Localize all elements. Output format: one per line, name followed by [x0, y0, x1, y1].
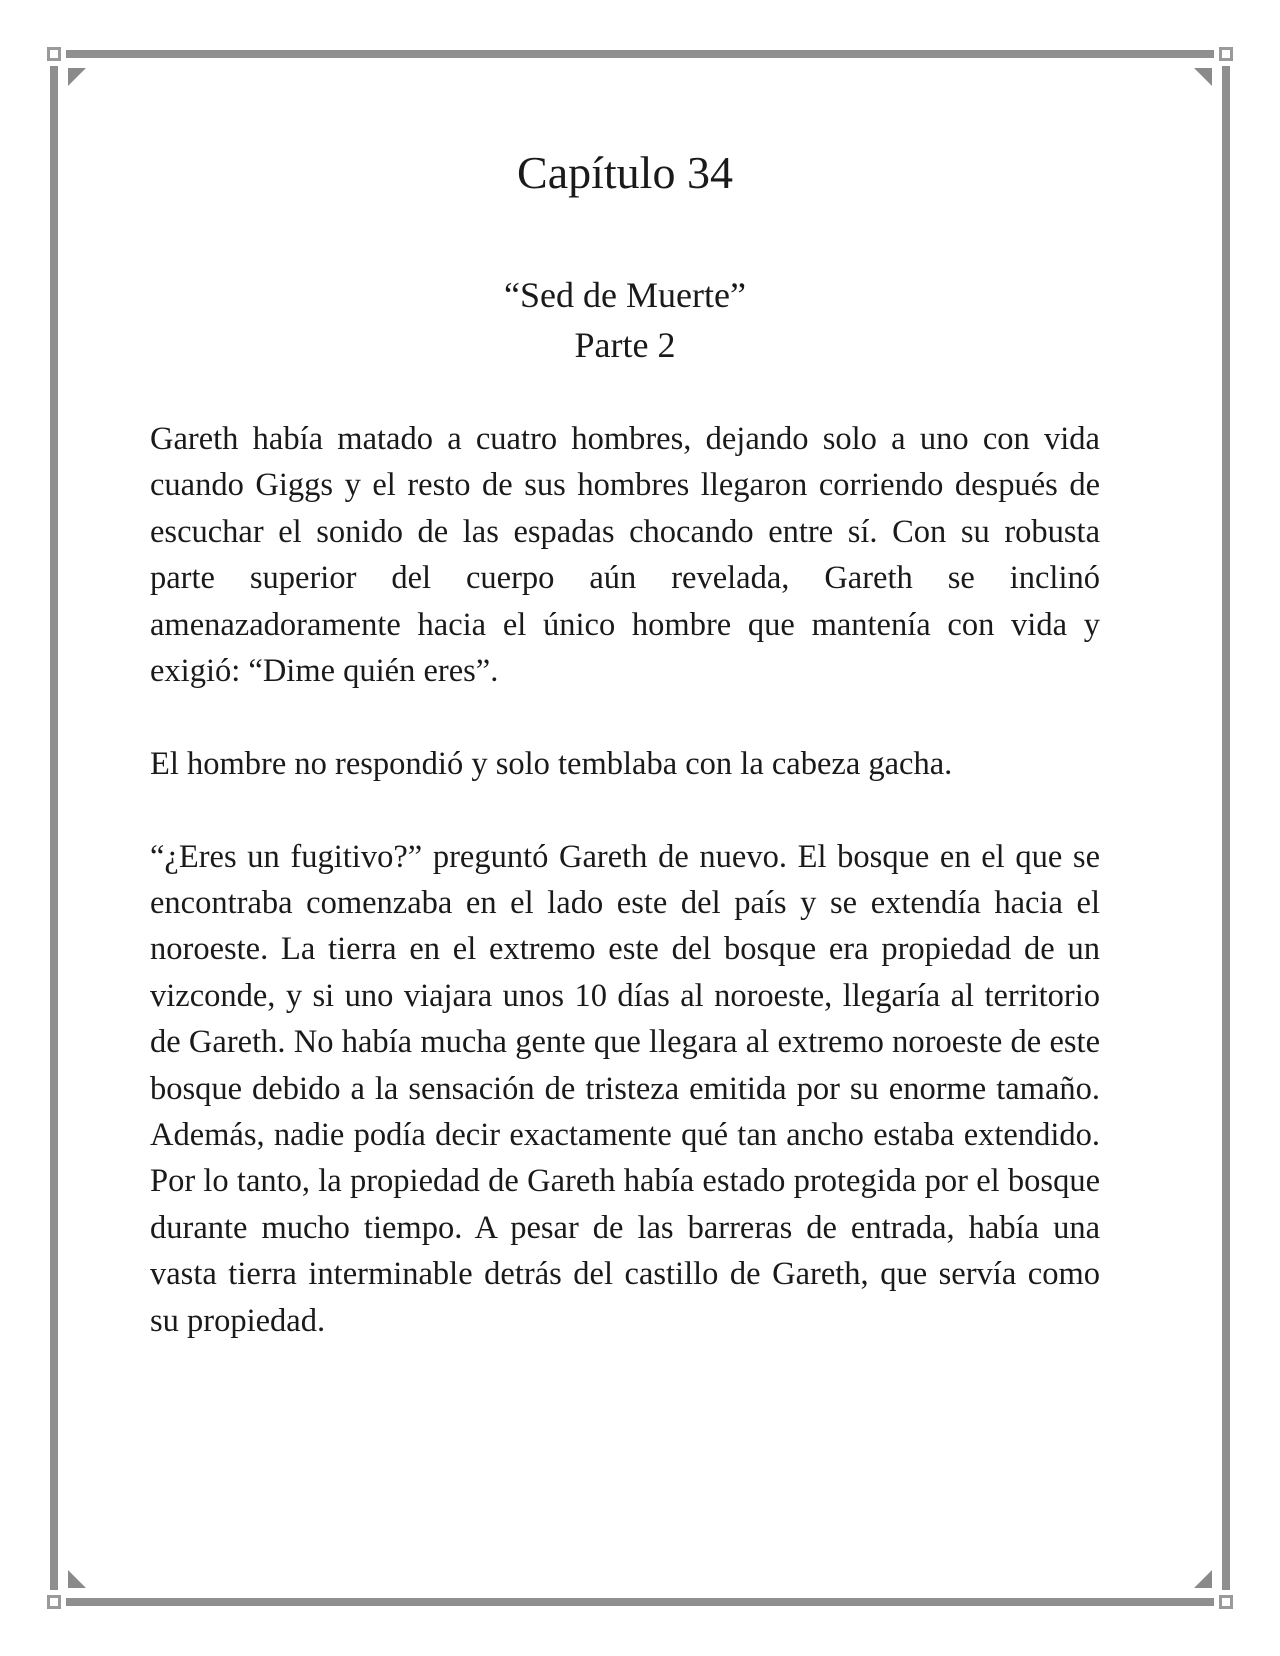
corner-triangle-bottom-right — [1194, 1570, 1212, 1588]
paragraph: El hombre no respondió y solo temblaba con la cabeza gacha. — [150, 745, 953, 782]
frame-border-top — [66, 50, 1214, 58]
frame-corner-ornament-bottom-right — [1219, 1595, 1233, 1609]
subtitle-line-title: “Sed de Muerte” — [504, 275, 746, 315]
subtitle-line-part: Parte 2 — [574, 325, 676, 365]
paragraph: “¿Eres un fugitivo?” preguntó Gareth de nuevo. El bosque en el que se encontraba comenzaba en el lado este del país y se extendía hacia el noroeste. La tierra en el extremo este del bosque era propiedad de un vizconde, y si uno viajara unos 10 días al noroeste, llegaría al territorio de Gareth. No había mucha gente que llegara al extremo noroeste de este bosque debido a la sensación de tristeza emitida por su enorme tamaño. Además, nadie podía decir exactamente qué tan ancho estaba extendido. Por lo tanto, la propiedad de Gareth había estado protegida por el bosque durante mucho tiempo. A pesar de las barreras de entrada, había una vasta tierra interminable detrás del castillo de Gareth, que servía como su propiedad. — [150, 838, 1100, 1339]
body-text — [150, 416, 1100, 1390]
chapter-subtitle — [0, 270, 1250, 370]
frame-corner-ornament-top-right — [1219, 47, 1233, 61]
frame-corner-ornament-bottom-left — [47, 1595, 61, 1609]
frame-corner-ornament-top-left — [47, 47, 61, 61]
corner-triangle-top-right — [1194, 68, 1212, 86]
chapter-title: Capítulo 34 — [517, 147, 733, 198]
corner-triangle-top-left — [68, 68, 86, 86]
corner-triangle-bottom-left — [68, 1570, 86, 1588]
paragraph: Gareth había matado a cuatro hombres, dejando solo a uno con vida cuando Giggs y el resto de sus hombres llegaron corriendo después de escuchar el sonido de las espadas chocando entre sí. Con su robusta parte superior del cuerpo aún revelada, Gareth se inclinó amenazadoramente hacia el único hombre que mantenía con vida y exigió: “Dime quién eres”. — [150, 421, 1100, 690]
frame-border-bottom — [66, 1598, 1214, 1606]
